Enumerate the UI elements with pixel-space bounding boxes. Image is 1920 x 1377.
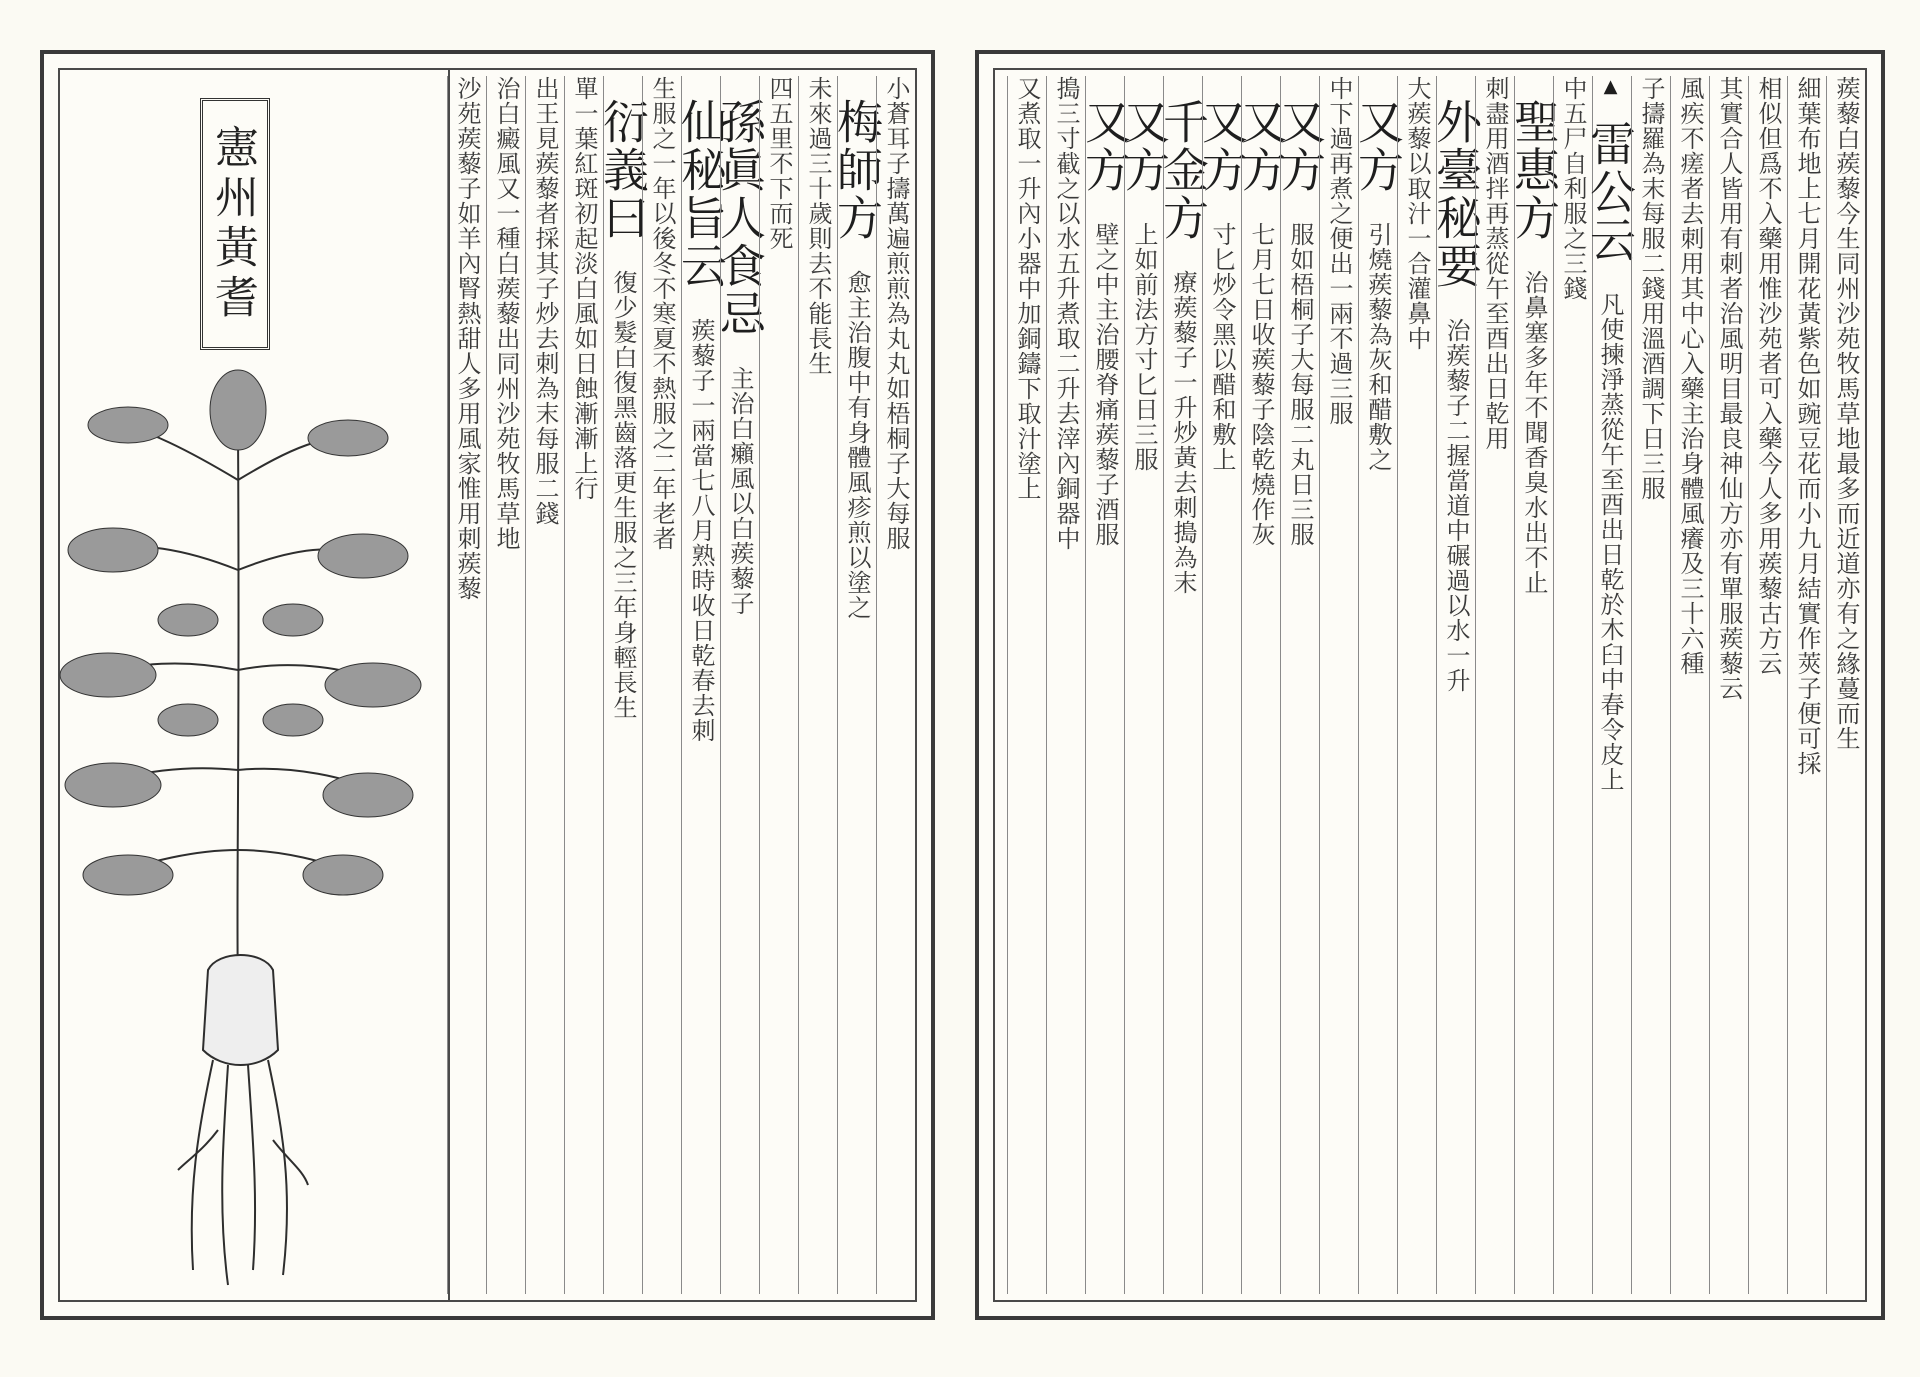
text-column: 未來過三十歲則去不能長生: [798, 76, 837, 1294]
text-column: ▲雷公云凡使揀淨蒸從午至酉出日乾於木臼中春令皮上: [1592, 76, 1631, 1294]
right-text-columns: [995, 76, 1865, 1294]
section-marker-icon: ▲: [1600, 76, 1621, 98]
text-column: 治白癜風又一種白蒺藜出同州沙苑牧馬草地: [486, 76, 525, 1294]
text-column: 其實合人皆用有刺者治風明目最良神仙方亦有單服蒺藜云: [1709, 76, 1748, 1294]
right-page-frame: [993, 68, 1867, 1302]
text-column: 風疾不瘥者去刺用其中心入藥主治身體風癢及三十六種: [1670, 76, 1709, 1294]
text-column: 大蒺藜以取汁一合灌鼻中: [1397, 76, 1436, 1294]
section-heading: 仙秘旨云: [674, 98, 728, 290]
text-column: 衍義曰復少髮白復黑齒落更生服之三年身輕長生: [603, 76, 642, 1294]
plant-illustration: [68, 370, 448, 1300]
text-column: 又方壁之中主治腰脊痛蒺藜子酒服: [1085, 76, 1124, 1294]
section-heading: 又方: [1273, 98, 1327, 194]
text-column: 細葉布地上七月開花黃紫色如豌豆花而小九月結實作莢子便可採: [1787, 76, 1826, 1294]
text-column: 聖惠方治鼻塞多年不聞香臭水出不止: [1514, 76, 1553, 1294]
text-column: 生服之一年以後冬不寒夏不熱服之二年老者: [642, 76, 681, 1294]
section-heading: 又方: [1117, 98, 1171, 194]
section-heading: 聖惠方: [1507, 98, 1561, 242]
text-column: 四五里不下而死: [759, 76, 798, 1294]
section-heading: 衍義曰: [596, 98, 650, 242]
text-column: 中下過再煮之便出一兩不過三服: [1319, 76, 1358, 1294]
text-column: 又方七月七日收蒺藜子陰乾燒作灰: [1241, 76, 1280, 1294]
section-heading: 雷公云: [1583, 120, 1637, 264]
illustration-title: 憲州黃耆: [200, 98, 270, 350]
left-page-frame: [58, 68, 917, 1302]
section-heading: 又方: [1195, 98, 1249, 194]
text-column: 相似但爲不入藥用惟沙苑者可入藥今人多用蒺藜古方云: [1748, 76, 1787, 1294]
text-column: 仙秘旨云蒺藜子一兩當七八月熟時收日乾春去刺: [681, 76, 720, 1294]
text-column: 中五尸自利服之三錢: [1553, 76, 1592, 1294]
text-column: 又方上如前法方寸匕日三服: [1124, 76, 1163, 1294]
text-column: 孫眞人食忌主治白癩風以白蒺藜子: [720, 76, 759, 1294]
plant-roots: [178, 1060, 308, 1285]
text-column: 蒺藜白蒺藜今生同州沙苑牧馬草地最多而近道亦有之緣蔓而生: [1826, 76, 1865, 1294]
section-heading: 又方: [1234, 98, 1288, 194]
text-column: 單一葉紅斑初起淡白風如日蝕漸漸上行: [564, 76, 603, 1294]
text-column: 小蒼耳子擣萬遍煎煎為丸丸如梧桐子大每服: [876, 76, 915, 1294]
text-column: 梅師方愈主治腹中有身體風疹煎以塗之: [837, 76, 876, 1294]
section-heading: 又方: [1078, 98, 1132, 194]
illustration-panel: [60, 70, 450, 1300]
text-column: 搗三寸截之以水五升煮取二升去滓內銅器中: [1046, 76, 1085, 1294]
left-page: [40, 50, 935, 1320]
text-column: 又煮取一升內小器中加銅鑄下取汁塗上: [1007, 76, 1046, 1294]
section-heading: 千金方: [1156, 98, 1210, 242]
text-column: 子擣羅為末每服二錢用溫酒調下日三服: [1631, 76, 1670, 1294]
text-column: 又方寸匕炒令黑以醋和敷上: [1202, 76, 1241, 1294]
text-column: 又方引燒蒺藜為灰和醋敷之: [1358, 76, 1397, 1294]
section-heading: 外臺秘要: [1429, 98, 1483, 290]
text-column: 沙苑蒺藜子如羊內腎熱甜人多用風家惟用刺蒺藜: [447, 76, 486, 1294]
section-heading: 又方: [1351, 98, 1405, 194]
text-column: 外臺秘要治蒺藜子二握當道中碾過以水一升: [1436, 76, 1475, 1294]
right-page: [975, 50, 1885, 1320]
section-heading: 梅師方: [830, 98, 884, 242]
section-heading: 孫眞人食忌: [713, 98, 767, 338]
plant-stem: [237, 430, 238, 990]
text-column: 出王見蒺藜者採其子炒去刺為末每服二錢: [525, 76, 564, 1294]
text-column: 刺盡用酒拌再蒸從午至酉出日乾用: [1475, 76, 1514, 1294]
left-text-columns: [452, 76, 915, 1294]
text-column: 千金方療蒺藜子一升炒黃去刺搗為末: [1163, 76, 1202, 1294]
text-column: 又方服如梧桐子大每服二丸日三服: [1280, 76, 1319, 1294]
plant-root-crown: [203, 955, 278, 1065]
